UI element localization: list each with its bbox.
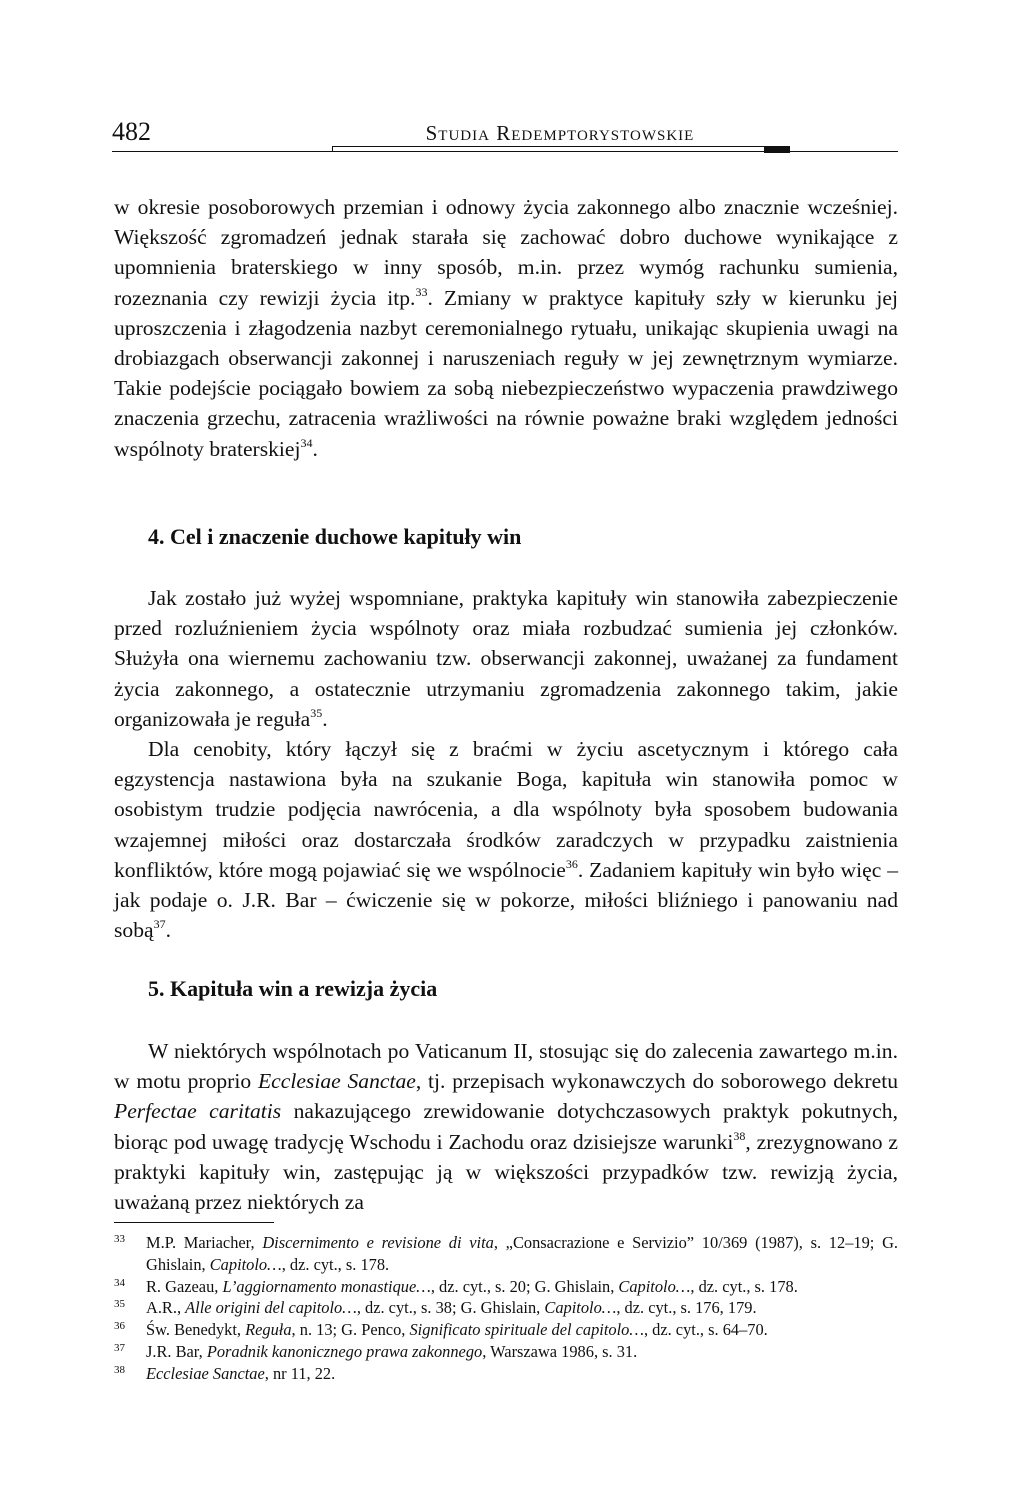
footnote-text: , dz. cyt., s. 20; G. Ghislain, (430, 1276, 619, 1296)
paragraph-1-text-a: w okresie posoborowych przemian i odnowy życia zakonnego albo znacznie wcześniej. Większość zgromadzeń jednak starała się zachować dobro duchowe wynikające z upomnienia braterskiego w inny sposób, m.in. przez wymóg rachunku sumienia, rozeznania czy rewizji życia itp. (114, 195, 898, 310)
paragraph-4-text-b: , tj. przepisach wykonawczych do soborowego dekretu (415, 1069, 899, 1094)
header-rule-mark (764, 146, 790, 153)
paragraph-1-text-b: . Zmiany w praktyce kapituły szły w kierunku jej uproszczenia i złagodzenia nazbyt ceremonialnego rytuału, unikając skupienia uwagi na drobiazgach obserwancji zakonnej i naruszeniach reguły w jej zewnętrznym wymiarze. Takie podejście pociągało bowiem za sobą niebezpieczeństwo wypaczenia prawdziwego znaczenia grzechu, zatracenia wrażliwości na równie poważne braki względem jedności wspólnoty braterskiej (114, 285, 898, 461)
footnote-text: , nr 11, 22. (264, 1363, 336, 1383)
section-heading-4: 4. Cel i znaczenie duchowe kapituły win (148, 524, 522, 549)
footnote-text: , dz. cyt., s. 178. (690, 1276, 798, 1296)
footnote-ref-35[interactable]: 35 (310, 705, 323, 720)
footnote-38 (114, 1363, 898, 1385)
footnote-italic: Alle origini del capitolo… (185, 1298, 357, 1318)
footnotes (114, 1232, 898, 1385)
footnote-text: , dz. cyt., s. 178. (281, 1254, 390, 1274)
paragraph-4-text-d: , zrezygnowano z praktyki kapituły win, zastępując ją w większości przypadków tzw. rewizją życia, uważaną przez niektórych za (114, 1129, 899, 1215)
footnote-text: , dz. cyt., s. 38; G. Ghislain, (356, 1298, 545, 1318)
footnote-ref-38[interactable]: 38 (733, 1128, 746, 1143)
paragraph-1-text-c: . (312, 436, 318, 461)
footnote-text: A.R., (146, 1298, 186, 1318)
paragraph-3 (114, 734, 898, 945)
footnote-italic: Significato spirituale del capitolo… (409, 1320, 644, 1340)
footnote-ref-36[interactable]: 36 (565, 856, 578, 871)
paragraph-4-text-c: nakazującego zrewidowanie dotychczasowych praktyk pokutnych, biorąc pod uwagę tradycję Wschodu i Zachodu oraz dzisiejsze warunki (114, 1099, 898, 1154)
footnote-number: 36 (114, 1320, 125, 1333)
paragraph-4-text-a: W niektórych wspólnotach po Vaticanum II, stosując się do zalecenia zawartego m.in. w motu proprio (114, 1039, 898, 1094)
footnote-text: , dz. cyt., s. 176, 179. (616, 1298, 757, 1318)
footnote-37 (114, 1341, 898, 1363)
footnote-34 (114, 1276, 898, 1298)
header-rule-box (332, 146, 790, 151)
footnote-italic: Reguła (245, 1320, 292, 1340)
footnote-text: , dz. cyt., s. 64–70. (643, 1320, 768, 1340)
paragraph-4-italic-1: Ecclesiae Sanctae (257, 1069, 416, 1094)
footnote-35 (114, 1297, 898, 1319)
footnote-italic: Capitolo… (544, 1298, 617, 1318)
paragraph-2 (114, 583, 898, 734)
paragraph-1 (114, 192, 898, 464)
footnote-italic: Discernimento e revisione di vita (262, 1233, 494, 1252)
footnote-number: 33 (114, 1233, 125, 1245)
footnote-text: , „Consacrazione e Servizio” 10/369 (1987), s. 12–19; G. Ghislain, (146, 1233, 899, 1274)
footnote-text: J.R. Bar, (146, 1341, 207, 1361)
footnote-number: 37 (114, 1341, 125, 1354)
page-number: 482 (112, 117, 151, 146)
footnote-ref-33[interactable]: 33 (415, 284, 428, 299)
paragraph-4-italic-2: Perfectae caritatis (114, 1099, 282, 1124)
footnote-italic: Ecclesiae Sanctae (146, 1363, 265, 1383)
footnote-number: 35 (114, 1298, 125, 1311)
paragraph-3-text-a: Dla cenobity, który łączył się z braćmi w życiu ascetycznym i którego cała egzystencja nastawiona była na szukanie Boga, kapituła win stanowiła pomoc w osobistym trudzie podjęcia nawrócenia, a dla wspólnoty była sposobem budowania wzajemnej miłości oraz dostarczała środków zaradczych w przypadku zaistnienia konfliktów, które mogą pojawiać się we wspólnocie (114, 737, 898, 882)
footnote-ref-34[interactable]: 34 (300, 435, 313, 450)
paragraph-2-text-a: Jak zostało już wyżej wspomniane, praktyka kapituły win stanowiła zabezpieczenie przed rozluźnieniem życia wspólnoty oraz miała rozbudzać sumienia jej członków. Służyła ona wiernemu zachowaniu tzw. obserwancji zakonnej, uważanej za fundament życia zakonnego, a ostatecznie utrzymaniu zgromadzenia zakonnego takim, jakie organizowała je reguła (114, 586, 898, 731)
section-heading-5: 5. Kapituła win a rewizja życia (148, 976, 438, 1001)
footnote-33 (114, 1232, 898, 1276)
footnote-36 (114, 1319, 898, 1341)
footnote-separator (114, 1222, 274, 1223)
footnote-text: R. Gazeau, (146, 1276, 223, 1296)
paragraph-3-text-b: . Zadaniem kapituły win było więc – jak podaje o. J.R. Bar – ćwiczenie się w pokorze, miłości bliźniego i panowaniu nad sobą (114, 857, 898, 943)
footnote-text: Św. Benedykt, (146, 1320, 246, 1340)
footnote-ref-37[interactable]: 37 (153, 917, 166, 932)
running-header (112, 118, 898, 154)
footnote-italic: Poradnik kanonicznego prawa zakonnego (206, 1341, 483, 1361)
paragraph-4 (114, 1036, 898, 1217)
footnote-italic: L’aggiornamento monastique… (222, 1276, 431, 1296)
footnote-text: M.P. Mariacher, (146, 1233, 263, 1252)
footnote-number: 34 (114, 1276, 125, 1289)
footnote-text: , n. 13; G. Penco, (291, 1320, 410, 1340)
footnote-italic: Capitolo… (618, 1276, 691, 1296)
paragraph-2-text-b: . (322, 706, 328, 731)
footnote-italic: Capitolo… (209, 1254, 282, 1274)
footnote-text: , Warszawa 1986, s. 31. (482, 1341, 638, 1361)
journal-title: Studia Redemptorystowskie (425, 121, 695, 145)
footnote-number: 38 (114, 1363, 125, 1376)
paragraph-3-text-c: . (165, 918, 171, 943)
